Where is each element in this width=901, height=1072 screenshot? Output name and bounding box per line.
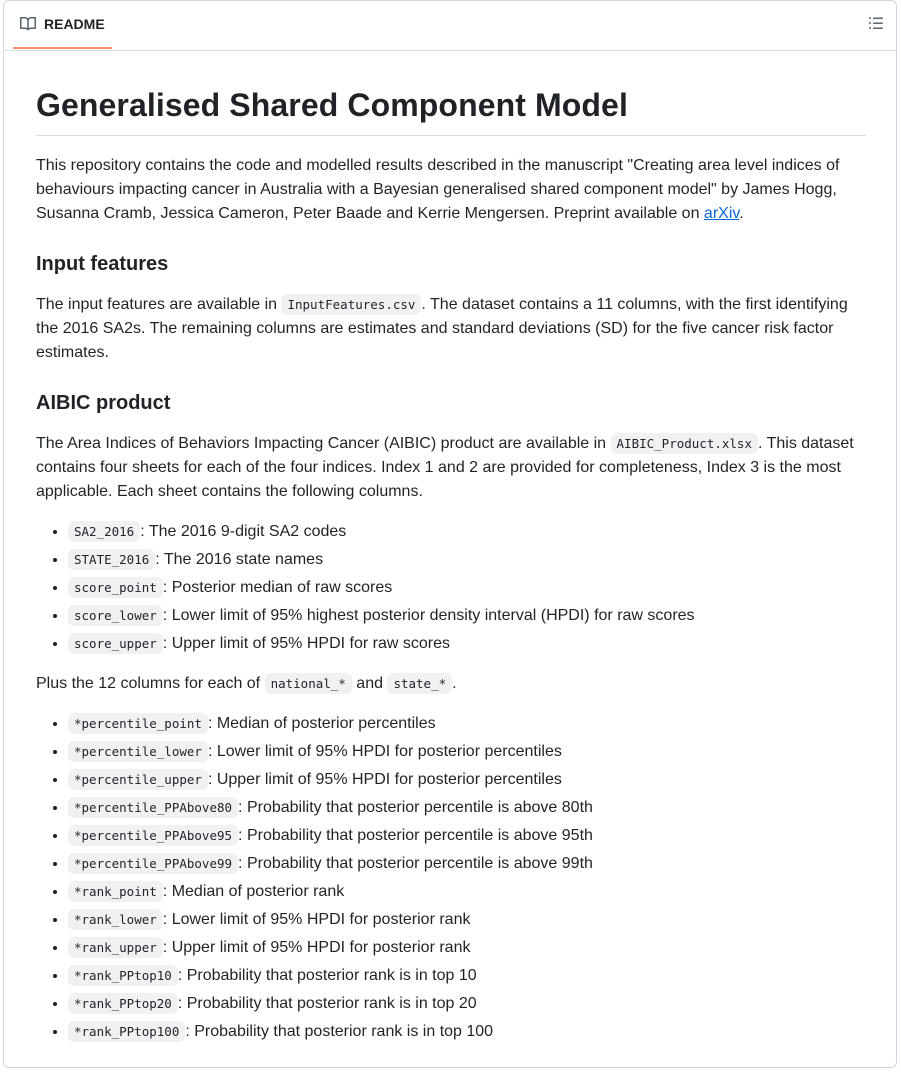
column-desc: : Lower limit of 95% HPDI for posterior percentiles (207, 743, 562, 760)
readme-content (36, 51, 866, 1044)
column-code: score_lower (68, 605, 163, 626)
list-item (68, 824, 866, 848)
list-item (68, 548, 866, 572)
column-desc: : Lower limit of 95% highest posterior density interval (HPDI) for raw scores (162, 607, 695, 624)
column-code: *rank_PPtop100 (68, 1021, 185, 1042)
arxiv-link[interactable]: arXiv (703, 205, 740, 222)
plus-mid: and (351, 675, 388, 692)
list-item (68, 908, 866, 932)
list-item (68, 632, 866, 656)
list-item (68, 604, 866, 628)
column-desc: : Upper limit of 95% HPDI for posterior percentiles (207, 771, 562, 788)
list-item (68, 796, 866, 820)
column-desc: : The 2016 9-digit SA2 codes (140, 523, 347, 540)
list-item (68, 1020, 866, 1044)
list-item (68, 964, 866, 988)
readme-card (3, 0, 897, 1068)
column-desc: : Probability that posterior percentile is above 95th (238, 827, 593, 844)
intro-end: . (739, 205, 744, 222)
aibic-after: . This dataset contains four sheets for each of the four indices. Index 1 and 2 are provided for completeness, Index 3 is the most applicable. Each sheet contains the following columns. (36, 435, 854, 500)
column-code: *rank_upper (68, 937, 163, 958)
column-desc: : Probability that posterior rank is in top 10 (177, 967, 477, 984)
input-features-heading: Input features (36, 253, 169, 275)
column-desc: : Upper limit of 95% HPDI for posterior rank (162, 939, 471, 956)
list-item (68, 936, 866, 960)
plus-end: . (452, 675, 457, 692)
outline-button[interactable] (866, 15, 886, 35)
column-desc: : Median of posterior percentiles (207, 715, 436, 732)
columns-list (36, 520, 866, 656)
column-desc: : Probability that posterior percentile is above 80th (238, 799, 593, 816)
list-item (68, 768, 866, 792)
column-desc: : Median of posterior rank (162, 883, 345, 900)
column-code: *percentile_upper (68, 769, 208, 790)
intro-paragraph (36, 154, 866, 226)
aibic-paragraph (36, 432, 866, 504)
column-code: *percentile_PPAbove95 (68, 825, 238, 846)
list-item (68, 712, 866, 736)
list-unordered-icon (868, 15, 884, 36)
column-code: *percentile_PPAbove99 (68, 853, 238, 874)
list-item (68, 520, 866, 544)
column-code: *rank_point (68, 881, 163, 902)
column-desc: : Posterior median of raw scores (162, 579, 393, 596)
plus-before: Plus the 12 columns for each of (36, 675, 265, 692)
column-code: *percentile_PPAbove80 (68, 797, 238, 818)
aibic-heading: AIBIC product (36, 392, 171, 414)
book-icon (20, 16, 36, 32)
input-features-paragraph (36, 293, 866, 365)
column-code: *rank_lower (68, 909, 163, 930)
plus-code-state: state_* (387, 673, 452, 694)
column-code: SA2_2016 (68, 521, 140, 542)
plus-code-national: national_* (265, 673, 352, 694)
extra-columns-list (36, 712, 866, 1044)
column-code: *percentile_lower (68, 741, 208, 762)
list-item (68, 880, 866, 904)
input-features-before: The input features are available in (36, 296, 282, 313)
intro-text: This repository contains the code and modelled results described in the manuscript "Creating area level indices of behaviours impacting cancer in Australia with a Bayesian generalised shared component model" by James Hogg, Susanna Cramb, Jessica Cameron, Peter Baade and Kerrie Mengersen. Preprint available on (36, 157, 840, 222)
column-desc: : The 2016 state names (155, 551, 324, 568)
readme-tabbar (4, 1, 896, 51)
column-desc: : Probability that posterior rank is in top 100 (185, 1023, 494, 1040)
column-code: *percentile_point (68, 713, 208, 734)
column-desc: : Lower limit of 95% HPDI for posterior rank (162, 911, 471, 928)
list-item (68, 740, 866, 764)
tab-readme-label: README (44, 16, 105, 32)
column-code: *rank_PPtop20 (68, 993, 178, 1014)
column-desc: : Probability that posterior percentile is above 99th (238, 855, 593, 872)
column-code: score_point (68, 577, 163, 598)
input-features-file: InputFeatures.csv (281, 294, 421, 315)
tab-readme[interactable] (13, 1, 112, 49)
aibic-file: AIBIC_Product.xlsx (611, 433, 758, 454)
input-features-after: . The dataset contains a 11 columns, with the first identifying the 2016 SA2s. The remaining columns are estimates and standard deviations (SD) for the five cancer risk factor estimates. (36, 296, 848, 361)
list-item (68, 576, 866, 600)
page-title: Generalised Shared Component Model (36, 51, 866, 136)
column-desc: : Probability that posterior rank is in top 20 (177, 995, 477, 1012)
column-desc: : Upper limit of 95% HPDI for raw scores (162, 635, 450, 652)
list-item (68, 852, 866, 876)
column-code: score_upper (68, 633, 163, 654)
aibic-before: The Area Indices of Behaviors Impacting Cancer (AIBIC) product are available in (36, 435, 611, 452)
column-code: STATE_2016 (68, 549, 155, 570)
list-item (68, 992, 866, 1016)
column-code: *rank_PPtop10 (68, 965, 178, 986)
plus-paragraph (36, 672, 866, 696)
